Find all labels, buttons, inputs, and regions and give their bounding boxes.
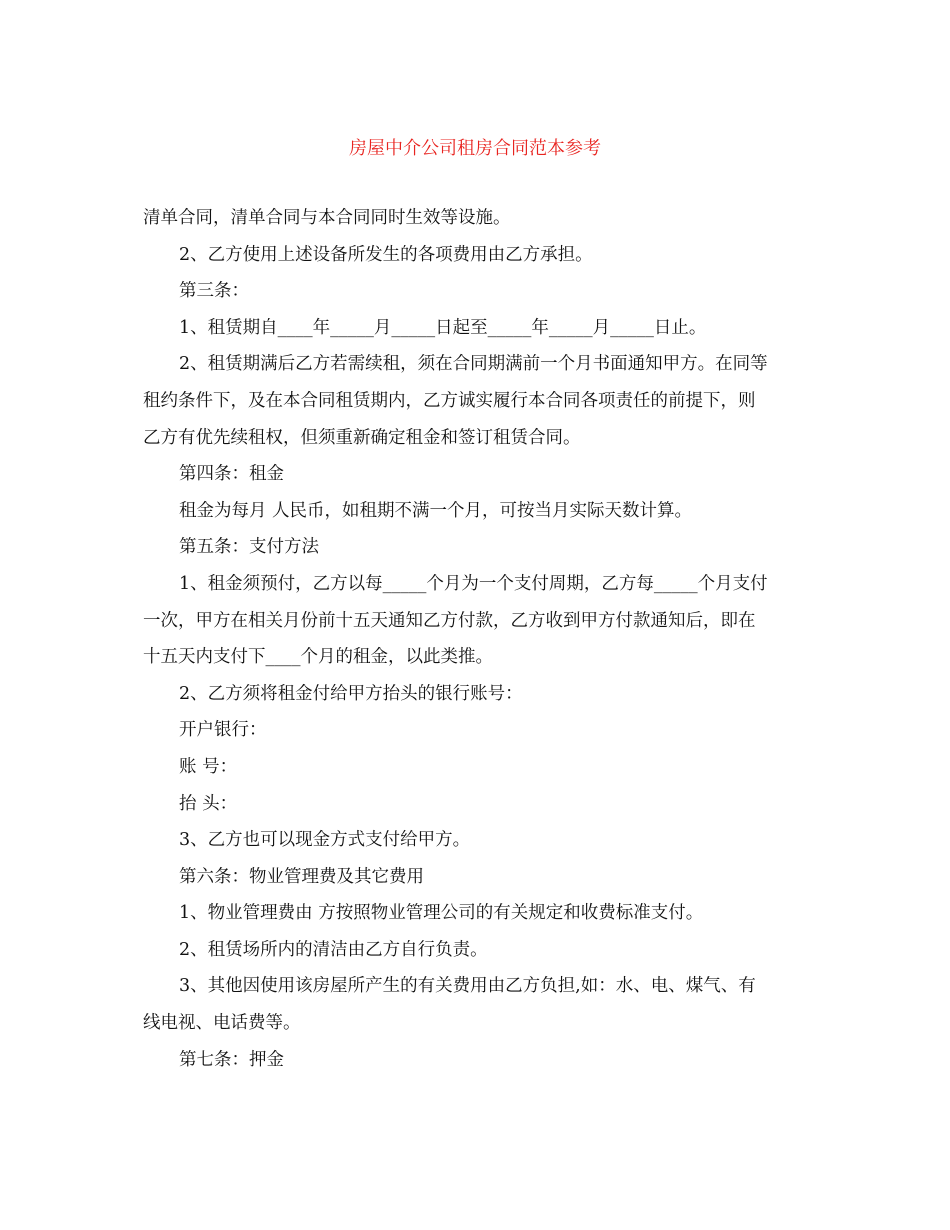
text-line: 一次，甲方在相关月份前十五天通知乙方付款，乙方收到甲方付款通知后，即在 (143, 610, 756, 631)
text-line: 租金为每月 人民币，如租期不满一个月，可按当月实际天数计算。 (179, 500, 693, 521)
document-body (143, 200, 807, 1078)
text-line: 乙方有优先续租权，但须重新确定租金和签订租赁合同。 (143, 427, 581, 448)
text-line: 第六条：物业管理费及其它费用 (179, 866, 424, 887)
text-line: 账 号： (179, 756, 238, 777)
text-line: 1、物业管理费由 方按照物业管理公司的有关规定和收费标准支付。 (179, 903, 704, 924)
text-line: 2、租赁期满后乙方若需续租，须在合同期满前一个月书面通知甲方。在同等 (179, 354, 768, 375)
text-line: 3、乙方也可以现金方式支付给甲方。 (179, 830, 471, 851)
text-line: 线电视、电话费等。 (143, 1013, 301, 1034)
text-line: 第四条：租金 (179, 464, 284, 485)
text-line: 开户银行： (179, 720, 267, 741)
text-line: 租约条件下，及在本合同租赁期内，乙方诚实履行本合同各项责任的前提下，则 (143, 390, 756, 411)
text-line: 3、其他因使用该房屋所产生的有关费用由乙方负担,如：水、电、煤气、有 (179, 976, 756, 997)
text-line: 2、乙方须将租金付给甲方抬头的银行账号： (179, 683, 523, 704)
text-line: 第三条： (179, 281, 249, 302)
text-line: 1、租赁期自____年_____月_____日起至_____年_____月_____日止。 (179, 317, 707, 338)
text-line: 清单合同，清单合同与本合同同时生效等设施。 (143, 208, 511, 228)
text-line: 2、乙方使用上述设备所发生的各项费用由乙方承担。 (179, 244, 593, 265)
text-line: 十五天内支付下____个月的租金，以此类推。 (143, 647, 493, 668)
document-title: 房屋中介公司租房合同范本参考 (349, 138, 601, 159)
text-line: 抬 头： (179, 793, 238, 814)
text-line: 1、租金须预付，乙方以每_____个月为一个支付周期，乙方每_____个月支付 (179, 573, 768, 594)
text-line: 2、租赁场所内的清洁由乙方自行负责。 (179, 939, 488, 960)
text-line: 第七条：押金 (179, 1049, 284, 1070)
text-line: 第五条：支付方法 (179, 537, 319, 558)
